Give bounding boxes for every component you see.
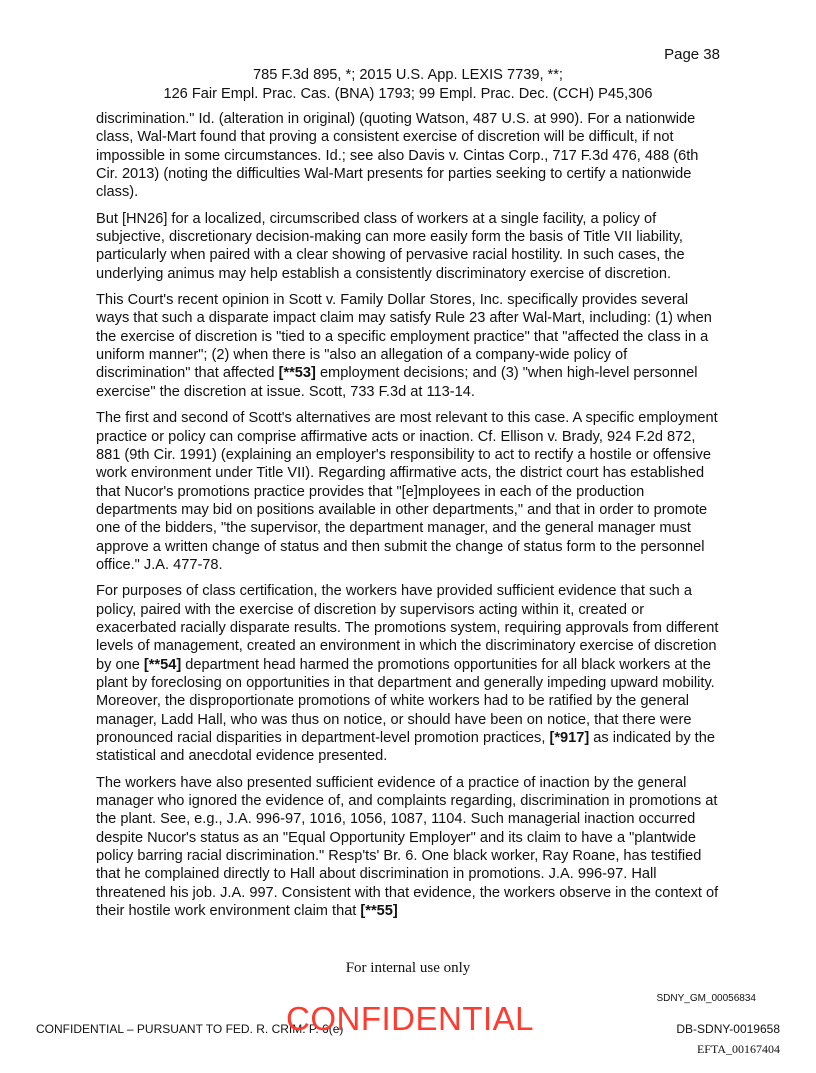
paragraph-text: as indicated by the statistical and anecdotal evidence presented. — [96, 730, 715, 765]
case-citation — [0, 66, 816, 104]
page-marker: [**53] — [278, 365, 316, 382]
paragraph: The first and second of Scott's alternatives are most relevant to this case. A specific employment practice or policy can comprise affirmative acts or inaction. Cf. Ellison v. Brady, 924 F.2d 872, 881 (9th Cir. 1991) (explaining an employer's responsibility to act to rectify a hostile or offensive work environment under Title VII). Regarding affirmative acts, the district court has established that Nucor's promotions practice provides that "[e]mployees in each of the production departments may bid on positions available in other departments," and that in order to promote one of the bidders, "the supervisor, the department manager, and the general manager must approve a written change of status and then submit the change of status form to the personnel office." J.A. 477-78. — [96, 410, 718, 573]
paragraph — [96, 774, 722, 921]
paragraph-text: The workers have also presented sufficient evidence of a practice of inaction by the general manager who ignored the evidence of, and complaints regarding, discrimination in promotions at the plant. See, e.g., J.A. 996-97, 1016, 1056, 1087, 1104. Such managerial inaction occurred despite Nucor's status as an "Equal Opportunity Employer" and its claim to have a "plantwide policy barring racial discrimination." Resp'ts' Br. 6. One black worker, Ray Roane, has testified that he complained directly to Hall about discrimination in promotions. J.A. 996-97. Hall threatened his job. J.A. 997. Consistent with that evidence, the workers observe in the context of their hostile work environment claim that — [96, 774, 719, 920]
paragraph: discrimination." Id. (alteration in original) (quoting Watson, 487 U.S. at 990). For a nationwide class, Wal-Mart found that proving a consistent exercise of discretion will be difficult, if not impossible in some circumstances. Id.; see also Davis v. Cintas Corp., 717 F.3d 476, 488 (6th Cir. 2013) (noting the difficulties Wal-Mart presents for parties seeking to certify a nationwide class). — [96, 111, 699, 201]
paragraph-text: This Court's recent opinion in Scott v. Family Dollar Stores, Inc. specifically provides several ways that such a disparate impact claim may satisfy Rule 23 after Wal-Mart, including: (1) when the exercise of discretion is "tied to a specific employment practice" that "affected the class in a uniform manner"; (2) when there is "also an allegation of a company-wide policy of discrimination" that affected — [96, 292, 712, 382]
citation-line-2: 126 Fair Empl. Prac. Cas. (BNA) 1793; 99 Empl. Prac. Dec. (CCH) P45,306 — [163, 86, 653, 102]
paragraph — [96, 291, 722, 401]
paragraph: But [HN26] for a localized, circumscribed class of workers at a single facility, a policy of subjective, discretionary decision-making can more easily form the basis of Title VII liability, particularly when paired with a clear showing of pervasive racial hostility. In such cases, the underlying animus may help establish a consistently discriminatory exercise of discretion. — [96, 210, 685, 282]
page-marker: [*917] — [549, 730, 590, 746]
page-marker: [**55] — [360, 903, 398, 920]
confidential-notice: CONFIDENTIAL – PURSUANT TO FED. R. CRIM. P. 6(e) — [36, 1022, 344, 1036]
paragraph — [96, 582, 722, 765]
page-marker: [**54] — [143, 656, 182, 673]
internal-use-notice: For internal use only — [345, 960, 471, 976]
paragraph-text: For purposes of class certification, the workers have provided sufficient evidence that such a policy, paired with the exercise of discretion by supervisors acting within it, created or exacerbated racially disparate results. The promotions system, requiring approvals from different levels of management, created an environment in which the discriminatory exercise of discretion by one — [96, 583, 719, 673]
opinion-body — [96, 110, 722, 928]
confidential-stamp: CONFIDENTIAL — [286, 1000, 535, 1037]
efta-number: EFTA_00167404 — [696, 1042, 780, 1056]
page-number: Page 38 — [664, 46, 720, 63]
citation-line-1: 785 F.3d 895, *; 2015 U.S. App. LEXIS 7739, **; — [253, 67, 563, 83]
paragraph-text: department head harmed the promotions opportunities for all black workers at the plant by foreclosing on opportunities in that department and generally impeding upward mobility. Moreover, the disproportionate promotions of white workers had to be ratified by the general manager, Ladd Hall, who was thus on notice, or should have been on notice, that there were pronounced racial disparities in department-level promotion practices, — [96, 656, 715, 746]
paragraph-text: employment decisions; and (3) "when high-level personnel exercise" the discretion at issue. Scott, 733 F.3d at 113-14. — [96, 365, 698, 400]
bates-number-gm: SDNY_GM_00056834 — [656, 993, 756, 1004]
bates-number-sdny: DB-SDNY-0019658 — [676, 1022, 780, 1036]
